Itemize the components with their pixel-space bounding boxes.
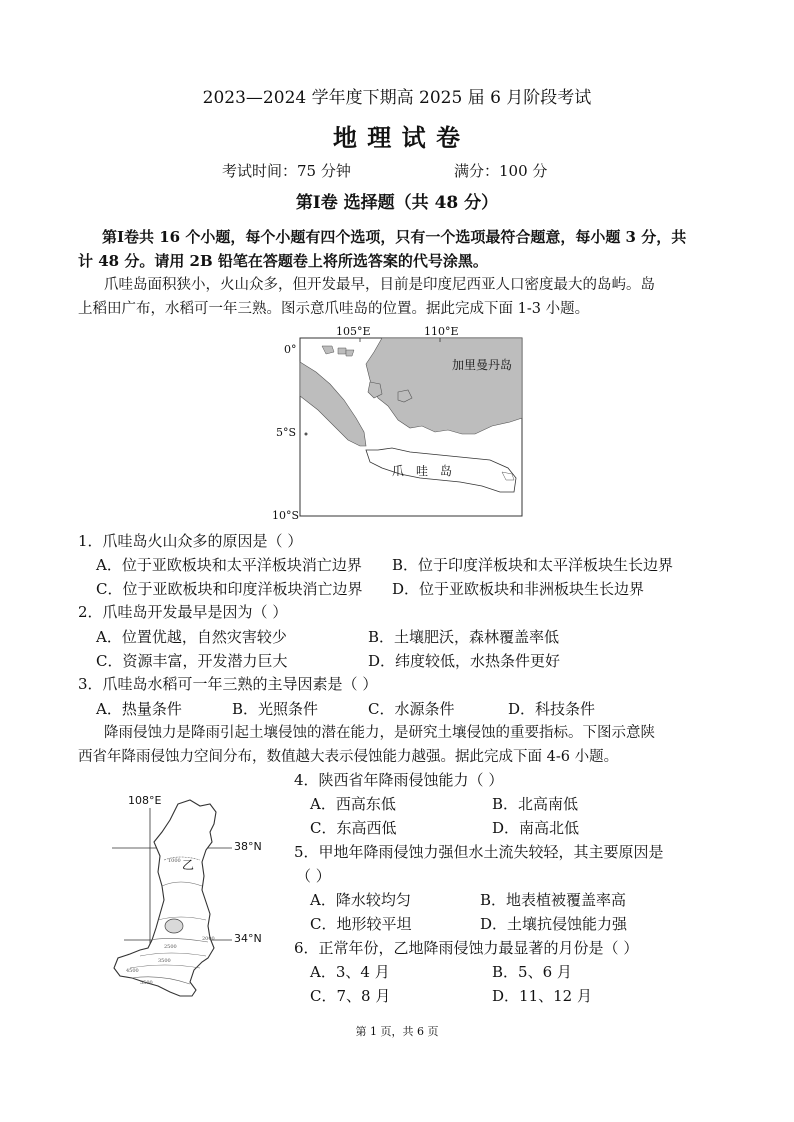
svg-text:3500: 3500: [158, 958, 171, 964]
section-instruction-line2: 计 48 分。请用 2B 铅笔在答题卷上将所选答案的代号涂黑。: [78, 252, 488, 270]
kalimantan-label: 加里曼丹岛: [452, 358, 513, 372]
q6-option-c[interactable]: C．7、8 月: [310, 987, 391, 1005]
lat-10s-label: 10°S: [272, 509, 300, 522]
passage1-line2: 上稻田广布，水稻可一年三熟。图示意爪哇岛的位置。据此完成下面 1-3 小题。: [78, 301, 590, 317]
shaanxi-outline: [114, 800, 216, 996]
q3-stem: 3．爪哇岛水稻可一年三熟的主导因素是（ ）: [78, 675, 378, 693]
q5-option-c[interactable]: C．地形较平坦: [310, 915, 412, 933]
q5-option-d[interactable]: D．土壤抗侵蚀能力强: [480, 915, 628, 933]
q4-option-a[interactable]: A．西高东低: [310, 795, 396, 813]
java-location-map: [270, 322, 530, 527]
q5-option-a[interactable]: A．降水较均匀: [310, 891, 411, 909]
java-label: 爪 哇 岛: [392, 464, 453, 478]
q2-option-c[interactable]: C．资源丰富，开发潜力巨大: [96, 652, 288, 670]
shaanxi-erosivity-map: [110, 790, 270, 1005]
lon-108-label: 108°E: [128, 794, 162, 807]
svg-text:5500: 5500: [140, 980, 153, 986]
exam-title-line: 2023—2024 学年度下期高 2025 届 6 月阶段考试: [202, 88, 592, 108]
q5-stem: 5．甲地年降雨侵蚀力强但水土流失较轻，其主要原因是: [294, 843, 664, 861]
q4-stem: 4．陕西省年降雨侵蚀能力（ ）: [294, 771, 504, 789]
jia-area: [165, 919, 183, 933]
q4-option-d[interactable]: D．南高北低: [492, 819, 580, 837]
full-score: 满分：100 分: [454, 162, 548, 180]
shaanxi-map-svg: [110, 790, 270, 1005]
q2-option-d[interactable]: D．纬度较低，水热条件更好: [368, 652, 561, 670]
q5-option-b[interactable]: B．地表植被覆盖率高: [480, 891, 627, 909]
q6-option-d[interactable]: D．11、12 月: [492, 987, 592, 1005]
q4-option-b[interactable]: B．北高南低: [492, 795, 579, 813]
section-title: 第Ⅰ卷 选择题（共 48 分）: [295, 193, 499, 213]
exam-time: 考试时间：75 分钟: [222, 162, 351, 180]
lat-5s-label: 5°S: [276, 426, 297, 439]
q3-option-a[interactable]: A．热量条件: [96, 700, 182, 718]
section-instruction-line1: 第Ⅰ卷共 16 个小题，每个小题有四个选项，只有一个选项最符合题意，每小题 3 分，共: [102, 228, 687, 246]
paper-title: 地 理 试 卷: [332, 123, 462, 152]
q1-option-c[interactable]: C．位于亚欧板块和印度洋板块消亡边界: [96, 580, 363, 598]
svg-text:1000: 1000: [168, 858, 181, 864]
lon-105-label: 105°E: [336, 325, 371, 338]
q1-option-b[interactable]: B．位于印度洋板块和太平洋板块生长边界: [392, 556, 674, 574]
q3-option-b[interactable]: B．光照条件: [232, 700, 319, 718]
q2-stem: 2．爪哇岛开发最早是因为（ ）: [78, 603, 288, 621]
svg-text:4500: 4500: [126, 968, 139, 974]
svg-text:2500: 2500: [164, 944, 177, 950]
lon-110-label: 110°E: [424, 325, 459, 338]
q3-option-d[interactable]: D．科技条件: [508, 700, 596, 718]
passage1-line1: 爪哇岛面积狭小，火山众多，但开发最早，目前是印度尼西亚人口密度最大的岛屿。岛: [104, 277, 655, 293]
page-number: 第 1 页，共 6 页: [355, 1025, 439, 1038]
q2-option-a[interactable]: A．位置优越，自然灾害较少: [96, 628, 287, 646]
q6-option-b[interactable]: B．5、6 月: [492, 963, 572, 981]
passage2-line1: 降雨侵蚀力是降雨引起土壤侵蚀的潜在能力，是研究土壤侵蚀的重要指标。下图示意陕: [104, 725, 655, 741]
passage2-line2: 西省年降雨侵蚀力空间分布，数值越大表示侵蚀能力越强。据此完成下面 4-6 小题。: [78, 749, 619, 765]
q4-option-c[interactable]: C．东高西低: [310, 819, 397, 837]
q6-option-a[interactable]: A．3、4 月: [310, 963, 390, 981]
lat-38n-label: 38°N: [234, 840, 262, 853]
svg-text:2000: 2000: [202, 936, 215, 942]
lat-0-label: 0°: [284, 343, 297, 356]
java-map-svg: [270, 322, 530, 527]
lat-34n-label: 34°N: [234, 932, 262, 945]
q1-stem: 1．爪哇岛火山众多的原因是（ ）: [78, 532, 303, 550]
q6-stem: 6．正常年份，乙地降雨侵蚀力最显著的月份是（ ）: [294, 939, 639, 957]
q1-option-d[interactable]: D．位于亚欧板块和非洲板块生长边界: [392, 580, 645, 598]
q2-option-b[interactable]: B．土壤肥沃，森林覆盖率低: [368, 628, 560, 646]
q1-option-a[interactable]: A．位于亚欧板块和太平洋板块消亡边界: [96, 556, 362, 574]
yi-label: 乙: [182, 858, 195, 872]
q5-stem-bracket: （ ）: [296, 867, 331, 885]
q3-option-c[interactable]: C．水源条件: [368, 700, 455, 718]
